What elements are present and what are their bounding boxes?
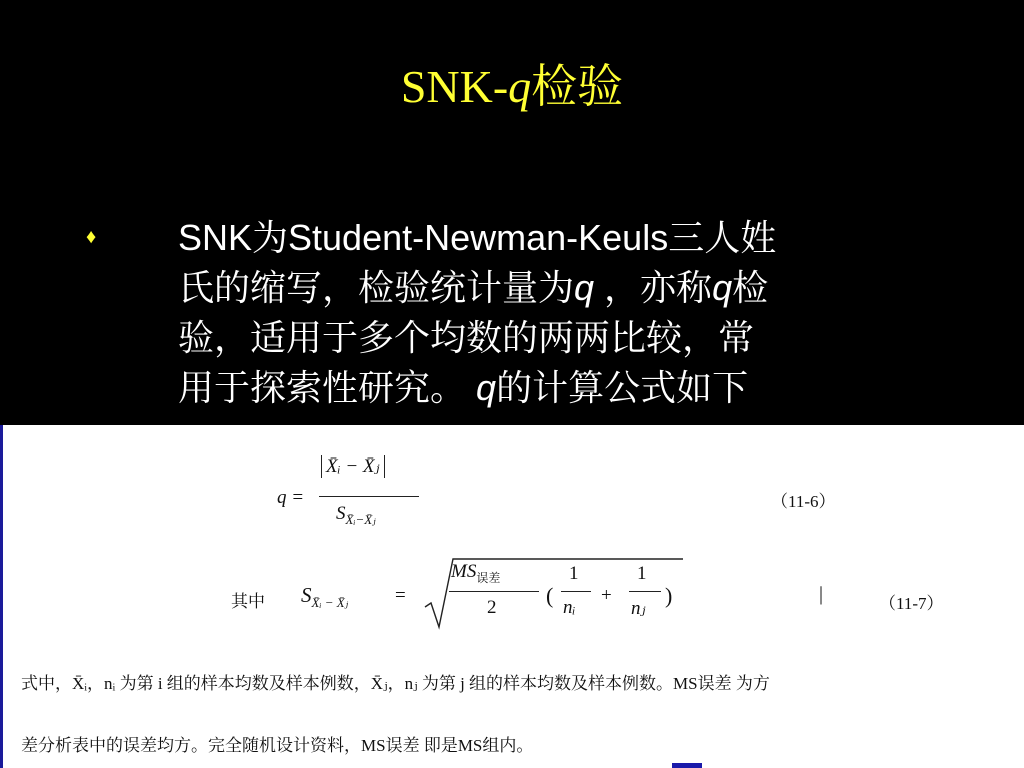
nj: nⱼ: [631, 598, 646, 619]
explanation-line-2: 差分析表中的误差均方。完全随机设计资料，MS误差 即是MS组内。: [21, 736, 534, 755]
q-lhs: q =: [277, 487, 305, 508]
body-line-1: SNK为Student-Newman-Keuls三人姓: [178, 217, 777, 258]
slide-title: SNK-q检验: [400, 61, 624, 112]
body-line-2: 氏的缩写，检验统计量为q ，亦称q检: [178, 267, 769, 308]
text-cursor: |: [819, 583, 824, 605]
frac-one-b: 1: [637, 563, 647, 584]
open-paren: (: [546, 583, 554, 608]
frac-one-a: 1: [569, 563, 579, 584]
q-denominator: $S_{X̄ᵢ-X̄ⱼ}$: [336, 503, 376, 527]
eq-number-11-6: （11-6）: [771, 492, 836, 511]
body-line-4: 用于探索性研究。 q的计算公式如下: [178, 367, 749, 408]
equals-sign: =: [395, 585, 406, 606]
explanation-line-1: 式中，X̄ᵢ，nᵢ 为第 i 组的样本均数及样本例数，X̄ⱼ，nⱼ 为第 j 组的样本均数及样本例数。MS误差 为方: [21, 674, 770, 693]
ni: nᵢ: [563, 597, 576, 618]
bullet-marker: ♦: [86, 226, 97, 248]
s-lhs: $S_{X̄ᵢ - X̄ⱼ}$: [301, 583, 349, 610]
body-paragraph: [178, 213, 938, 413]
plus-sign: +: [601, 585, 612, 606]
eq-number-11-7: （11-7）: [879, 594, 944, 613]
close-paren: ): [665, 583, 673, 608]
q-numerator: X̄ᵢ − X̄ⱼ: [321, 455, 385, 478]
body-line-3: 验，适用于多个均数的两两比较，常: [178, 317, 755, 358]
qizhong-label: 其中: [231, 592, 265, 612]
ms-error: $MS_{误差}$: [451, 561, 501, 585]
formula-panel: [0, 425, 1024, 768]
page-edge-marker: [672, 763, 702, 768]
denominator-two: 2: [487, 597, 497, 618]
